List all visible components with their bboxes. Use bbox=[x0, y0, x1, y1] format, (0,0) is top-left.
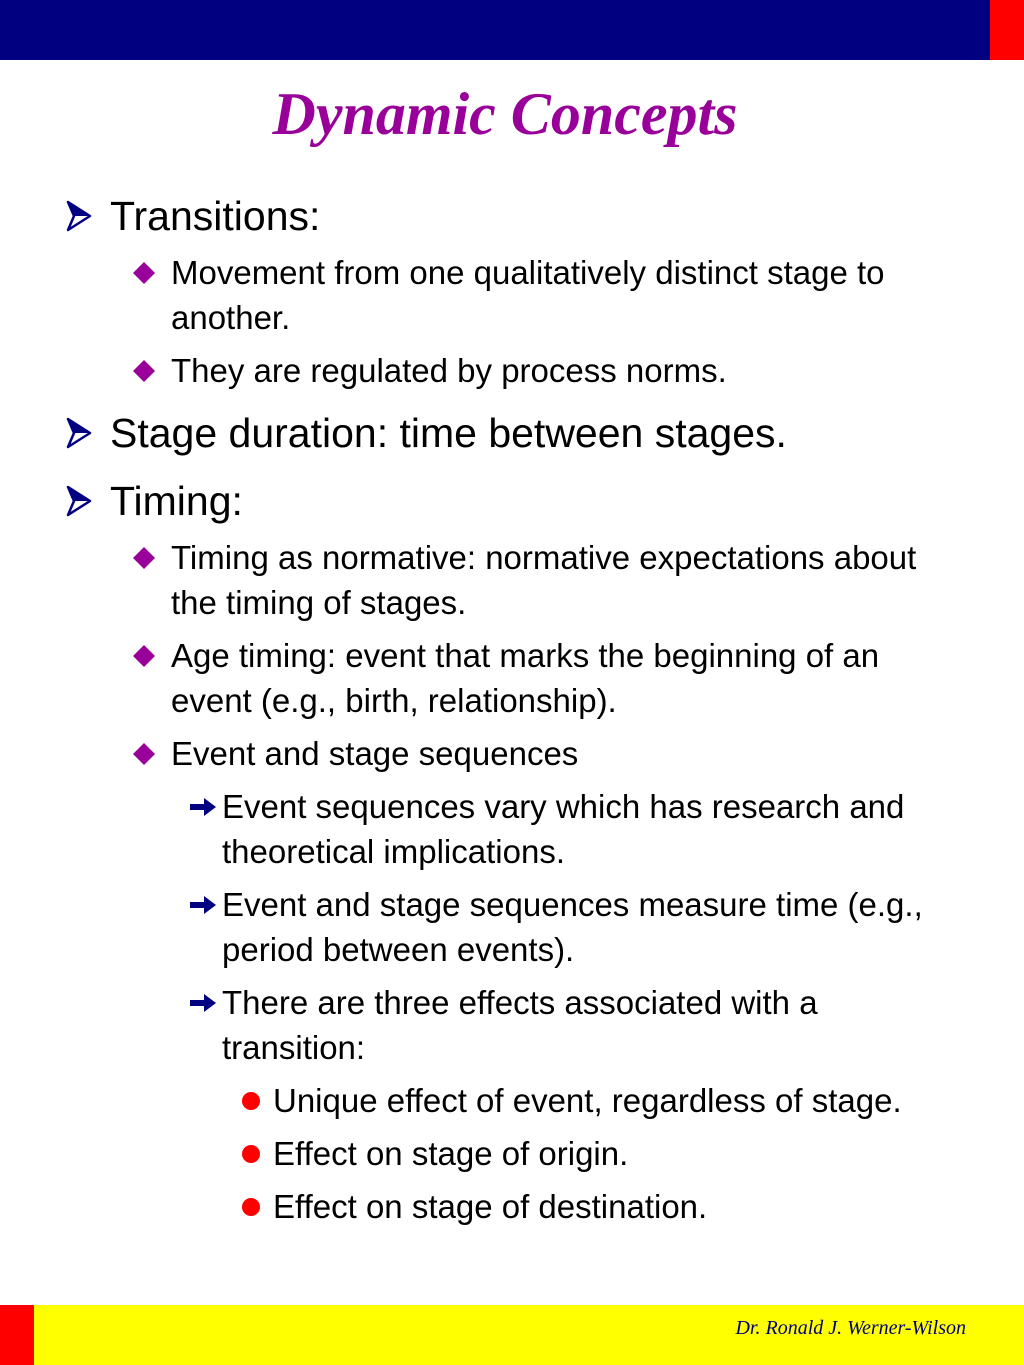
bullet-item-event-stage-sequences bbox=[0, 731, 961, 776]
arrowhead-icon bbox=[64, 200, 94, 232]
bullet-text: They are regulated by process norms. bbox=[171, 352, 727, 389]
bullet-item-stage-duration bbox=[0, 407, 970, 459]
header-bar bbox=[0, 0, 1024, 60]
bullet-text: Age timing: event that marks the beginning of an event (e.g., birth, relationship). bbox=[171, 637, 880, 719]
bullet-text: Timing: bbox=[110, 478, 243, 524]
author-credit: Dr. Ronald J. Werner-Wilson bbox=[735, 1317, 966, 1339]
bullet-text: There are three effects associated with a transition: bbox=[222, 984, 818, 1066]
diamond-icon bbox=[132, 742, 156, 766]
arrow-right-icon bbox=[188, 796, 218, 818]
bullet-item-age-timing bbox=[0, 633, 961, 723]
dot-icon bbox=[240, 1196, 262, 1218]
bullet-item-regulated bbox=[0, 348, 961, 393]
arrow-right-icon bbox=[188, 992, 218, 1014]
bullet-item-transitions bbox=[0, 190, 970, 242]
diamond-icon bbox=[132, 644, 156, 668]
diamond-icon bbox=[132, 261, 156, 285]
bullet-item-effect-origin bbox=[0, 1131, 963, 1176]
footer-accent bbox=[0, 1305, 34, 1365]
slide-body bbox=[0, 190, 1024, 1229]
bullet-text: Event and stage sequences measure time (e.g., period between events). bbox=[222, 886, 923, 968]
bullet-text: Effect on stage of destination. bbox=[273, 1188, 708, 1225]
bullet-text: Unique effect of event, regardless of stage. bbox=[273, 1082, 902, 1119]
bullet-item-unique-effect bbox=[0, 1078, 963, 1123]
bullet-text: Event and stage sequences bbox=[171, 735, 579, 772]
bullet-text: Movement from one qualitatively distinct stage to another. bbox=[171, 254, 885, 336]
bullet-text: Timing as normative: normative expectations about the timing of stages. bbox=[171, 539, 917, 621]
dot-icon bbox=[240, 1090, 262, 1112]
bullet-item-three-effects bbox=[0, 980, 962, 1070]
bullet-text: Event sequences vary which has research and theoretical implications. bbox=[222, 788, 905, 870]
bullet-item-effect-destination bbox=[0, 1184, 963, 1229]
header-accent bbox=[990, 0, 1024, 60]
bullet-text: Transitions: bbox=[110, 193, 321, 239]
bullet-item-timing-normative bbox=[0, 535, 961, 625]
bullet-text: Stage duration: time between stages. bbox=[110, 410, 787, 456]
bullet-item-movement bbox=[0, 250, 961, 340]
bullet-item-timing bbox=[0, 475, 970, 527]
arrow-right-icon bbox=[188, 894, 218, 916]
bullet-text: Effect on stage of origin. bbox=[273, 1135, 629, 1172]
bullet-item-measure-time bbox=[0, 882, 962, 972]
diamond-icon bbox=[132, 546, 156, 570]
arrowhead-icon bbox=[64, 417, 94, 449]
dot-icon bbox=[240, 1143, 262, 1165]
slide-title: Dynamic Concepts bbox=[272, 81, 738, 147]
bullet-item-event-sequences-vary bbox=[0, 784, 962, 874]
diamond-icon bbox=[132, 359, 156, 383]
arrowhead-icon bbox=[64, 485, 94, 517]
